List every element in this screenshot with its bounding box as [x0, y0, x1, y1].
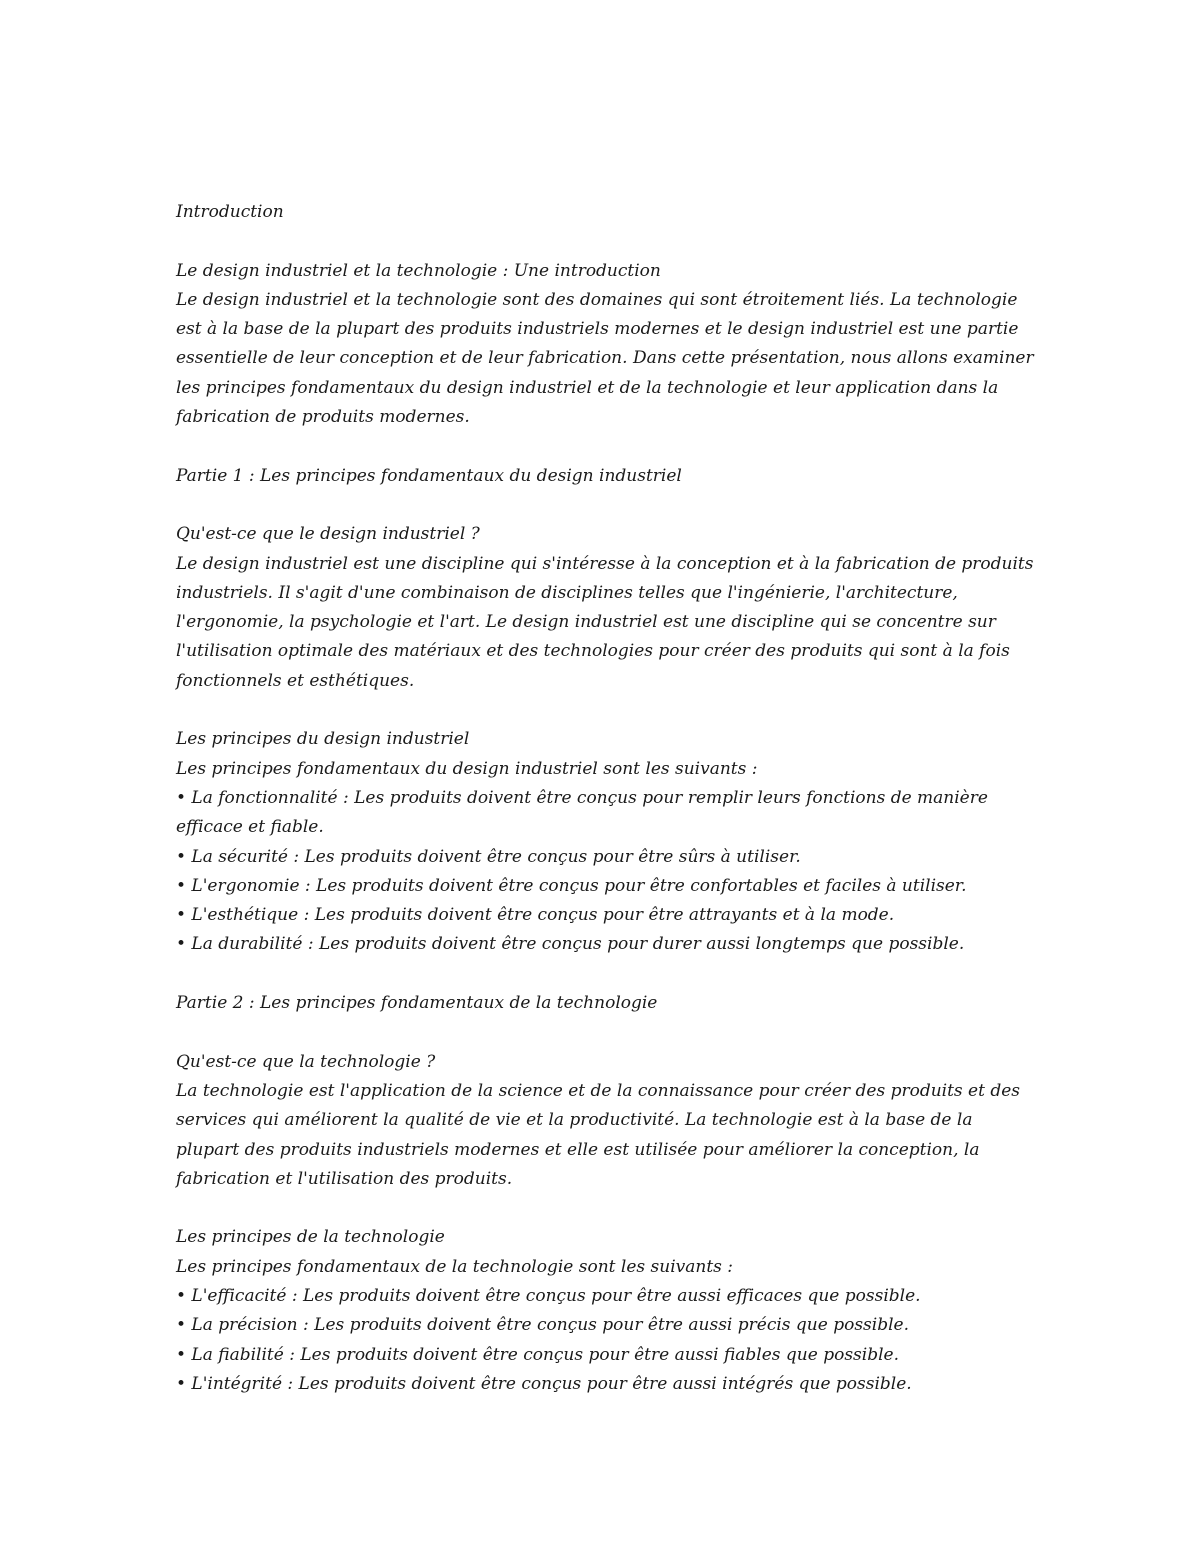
part1-question-heading: Qu'est-ce que le design industriel ?: [176, 524, 480, 545]
list-item: • L'ergonomie : Les produits doivent être conçus pour être confortables et faciles à utiliser.: [176, 875, 967, 896]
spacer: [176, 1018, 1036, 1047]
list-item: • L'efficacité : Les produits doivent être conçus pour être aussi efficaces que possible.: [176, 1285, 921, 1306]
spacer: [176, 432, 1036, 461]
spacer: [176, 960, 1036, 989]
list-item: • La fiabilité : Les produits doivent être conçus pour être aussi fiables que possible.: [176, 1344, 900, 1365]
intro-heading: Le design industriel et la technologie : Une introduction: [176, 260, 661, 281]
spacer: [176, 696, 1036, 725]
list-item: • La sécurité : Les produits doivent être conçus pour être sûrs à utiliser.: [176, 846, 801, 867]
intro-paragraph: Le design industriel et la technologie sont des domaines qui sont étroitement liés. La technologie est à la base de la plupart des produits industriels modernes et le design industriel est une partie essentielle de leur conception et de leur fabrication. Dans cette présentation, nous allons examiner les principes fondamentaux du design industriel et de la technologie et leur application dans la fabrication de produits modernes.: [176, 289, 1034, 428]
part2-title: Partie 2 : Les principes fondamentaux de la technologie: [176, 993, 658, 1014]
part2-principles-intro: Les principes fondamentaux de la technologie sont les suivants :: [176, 1256, 734, 1277]
part1-principles-list: [176, 784, 1036, 960]
list-item: • L'intégrité : Les produits doivent être conçus pour être aussi intégrés que possible.: [176, 1373, 912, 1394]
spacer: [176, 1194, 1036, 1223]
part1-question-paragraph: Le design industriel est une discipline qui s'intéresse à la conception et à la fabrication de produits industriels. Il s'agit d'une combinaison de disciplines telles que l'ingénierie, l'architecture, l'ergonomie, la psychologie et l'art. Le design industriel est une discipline qui se concentre sur l'utilisation optimale des matériaux et des technologies pour créer des produits qui sont à la fois fonctionnels et esthétiques.: [176, 553, 1034, 691]
list-item: • La fonctionnalité : Les produits doivent être conçus pour remplir leurs fonctions de manière efficace et fiable.: [176, 787, 988, 838]
part1-principles-intro: Les principes fondamentaux du design industriel sont les suivants :: [176, 758, 758, 779]
part2-question-heading: Qu'est-ce que la technologie ?: [176, 1051, 436, 1072]
list-item: • La précision : Les produits doivent être conçus pour être aussi précis que possible.: [176, 1315, 909, 1336]
list-item: • La durabilité : Les produits doivent être conçus pour durer aussi longtemps que possible.: [176, 934, 965, 955]
intro-title: Introduction: [176, 202, 284, 222]
part1-title: Partie 1 : Les principes fondamentaux du design industriel: [176, 465, 682, 486]
part2-principles-list: [176, 1282, 1036, 1399]
spacer: [176, 491, 1036, 520]
spacer: [176, 227, 1036, 256]
part2-question-paragraph: La technologie est l'application de la science et de la connaissance pour créer des produits et des services qui améliorent la qualité de vie et la productivité. La technologie est à la base de la plupart des produits industriels modernes et elle est utilisée pour améliorer la conception, la fabrication et l'utilisation des produits.: [176, 1080, 1021, 1189]
document-page: [176, 198, 1036, 1399]
part1-principles-heading: Les principes du design industriel: [176, 729, 470, 750]
part2-principles-heading: Les principes de la technologie: [176, 1227, 445, 1248]
list-item: • L'esthétique : Les produits doivent être conçus pour être attrayants et à la mode.: [176, 905, 895, 926]
